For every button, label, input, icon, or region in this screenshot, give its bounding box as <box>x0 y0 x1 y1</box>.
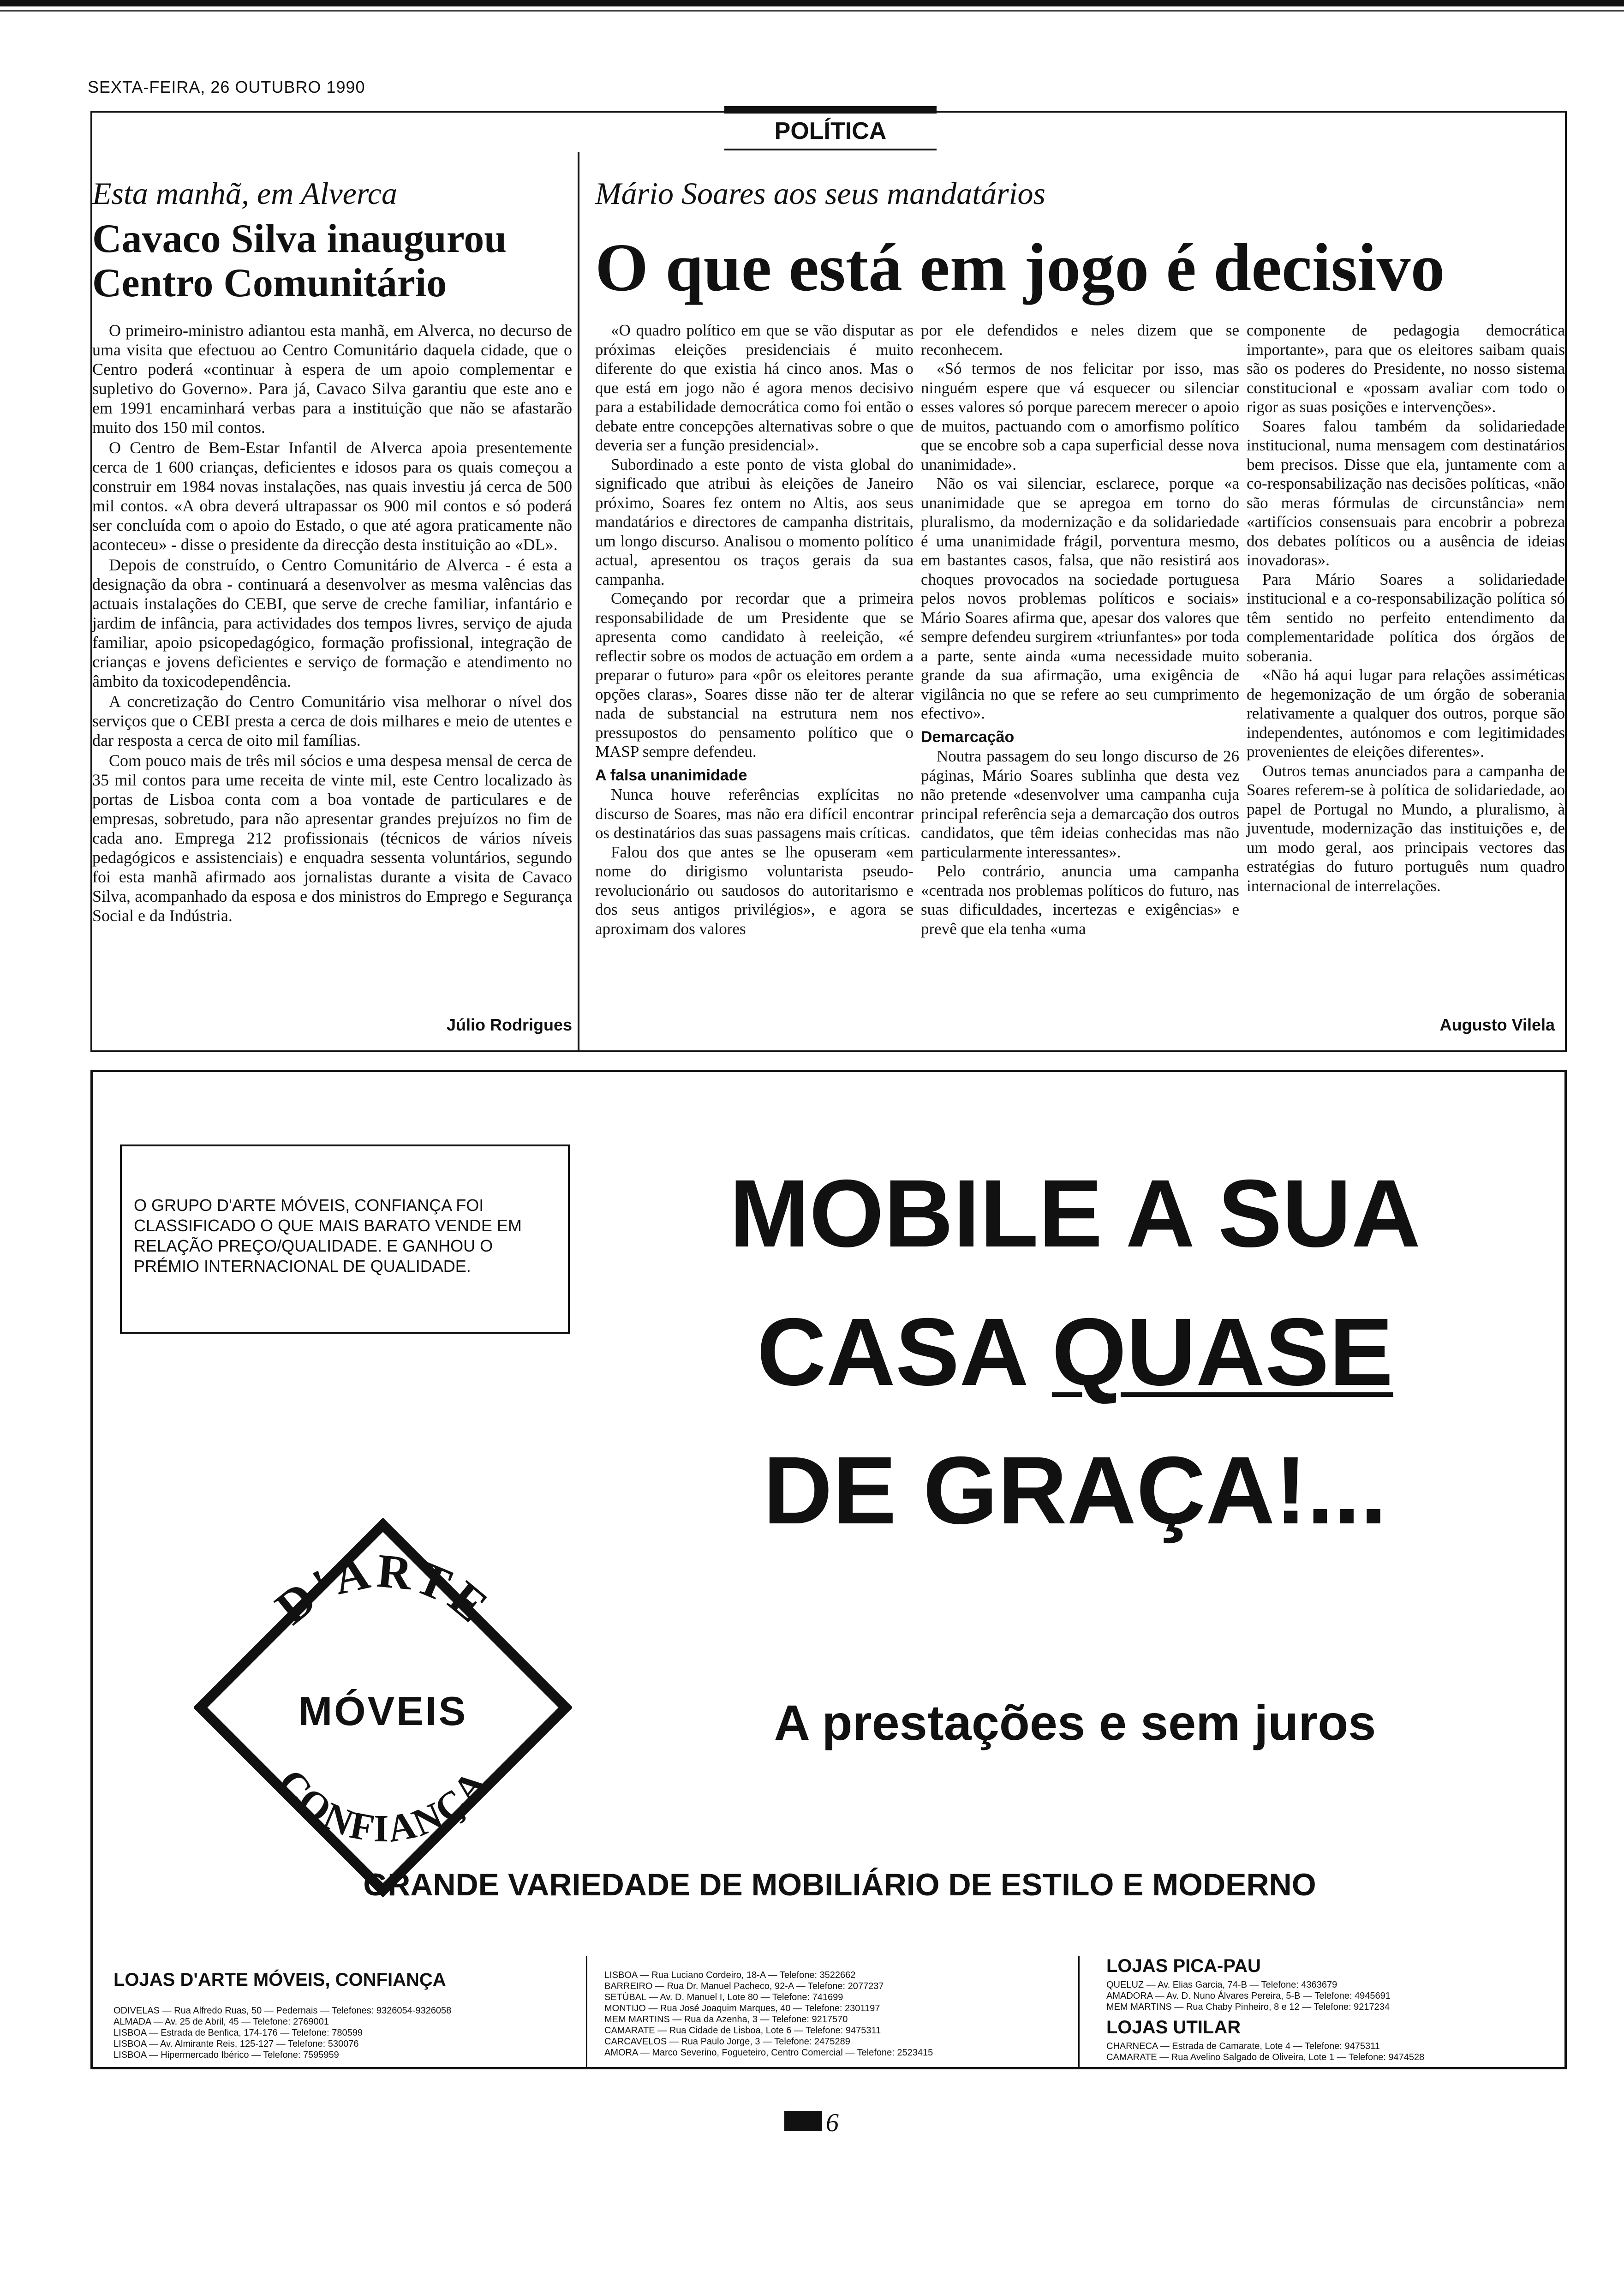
logo-middle-text: MÓVEIS <box>298 1688 468 1734</box>
paragraph: Para Mário Soares a solidariedade institucional e a co-responsabilização política só têm sentido no perfeito entendimento da complementaridade política dos órgãos de soberania. <box>1247 570 1565 665</box>
stores-darte-moveis <box>113 1970 547 2061</box>
paragraph: Noutra passagem do seu longo discurso de 26 páginas, Mário Soares sublinha que desta vez não pretende «desenvolver uma campanha cuja principal referência seja a demarcação dos outros candidatos, que têm ideias conhecidas mas não particularmente interessantes». <box>921 747 1239 861</box>
paragraph: O Centro de Bem-Estar Infantil de Alverca apoia presentemente cerca de 1 600 crianças, deficientes e idosos para os quais começou a construir em 1984 novas instalações, nas quais investiu já cerca de 500 mil contos. «A obra deverá ultrapassar os 900 mil contos e só poderá ser concluída com o apoio do Estado, o que até agora praticamente não aconteceu» - disse o presidente da direcção desta instituição ao «DL». <box>92 438 572 554</box>
paragraph: Não os vai silenciar, esclarece, porque «a unanimidade que se apregoa em torno do pluralismo, da modernização e da solidariedade é uma unanimidade frágil, porventura mesmo, em bastantes casos, falsa, que não resistirá aos choques provocados na sociedade portuguesa pelos novos problemas políticos e sociais» Mário Soares afirma que, apesar dos valores que sempre defendeu surgirem «triunfantes» por toda a parte, sente ainda «uma necessidade muito grande da sua afirmação, uma exigência de vigilância no que se refere ao seu cumprimento efectivo». <box>921 474 1239 722</box>
store-address: CAMARATE — Rua Avelino Salgado de Oliveira, Lote 1 — Telefone: 9474528 <box>1106 2052 1425 2062</box>
paragraph: «Só termos de nos felicitar por isso, mas ninguém espere que vá esquecer ou silenciar esses valores só porque parecem merecer o apoio de muitos, pactuando com o amorfismo político que se encobre sob a capa superficial desse nova unanimidade». <box>921 360 1239 473</box>
paragraph: A concretização do Centro Comunitário visa melhorar o nível dos serviços que o CEBI presta a cerca de dois milhares e meio de utentes e dar resposta a cerca de oito mil famílias. <box>92 692 572 749</box>
store-address: CARCAVELOS — Rua Paulo Jorge, 3 — Telefone: 2475289 <box>604 2037 850 2047</box>
dateline: SEXTA-FEIRA, 26 OUTUBRO 1990 <box>88 78 365 96</box>
subheading: Demarcação <box>921 728 1015 746</box>
store-list <box>1106 1979 1549 2013</box>
store-address: CAMARATE — Rua Cidade de Lisboa, Lote 6 — Telefone: 9475311 <box>604 2025 881 2036</box>
ad-headline <box>637 1144 1513 1560</box>
paragraph: Falou dos que antes se lhe opuseram «em nome do dirigismo voluntarista pseudo-revolucionário ou saudosos do autoritarismo e dos seus antigos privilégios», e agora se aproximam dos valores <box>595 843 914 938</box>
stores-title: LOJAS UTILAR <box>1106 2017 1241 2037</box>
page-number: 6 <box>826 2109 839 2137</box>
left-article-byline: Júlio Rodrigues <box>446 1015 572 1034</box>
paragraph: componente de pedagogia democrática importante», para que os eleitores saibam quais são os poderes do Presidente, no nosso sistema constitucional e «possam avaliar com todo o rigor as suas posições e intervenções». <box>1247 321 1565 416</box>
award-text: O GRUPO D'ARTE MÓVEIS, CONFIANÇA FOI CLASSIFICADO O QUE MAIS BARATO VENDE EM RELAÇÃO PREÇO/QUALIDADE. E GANHOU O PRÉMIO INTERNACIONAL DE QUALIDADE. <box>134 1196 522 1276</box>
store-address: MEM MARTINS — Rua da Azenha, 3 — Telefone: 9217570 <box>604 2014 848 2025</box>
store-list <box>113 2005 547 2061</box>
subheading: A falsa unanimidade <box>595 766 747 784</box>
right-article-column-1 <box>595 321 914 938</box>
logo-top-text: D'ARTE <box>265 1544 501 1635</box>
stores-middle-list <box>604 1970 1066 2058</box>
paragraph: Pelo contrário, anuncia uma campanha «centrada nos problemas políticos do futuro, nas suas dificuldades, incertezas e exigências» e prevê que ela tenha «uma <box>921 862 1239 938</box>
right-article-byline: Augusto Vilela <box>1439 1015 1555 1034</box>
store-address: CHARNECA — Estrada de Camarate, Lote 4 — Telefone: 9475311 <box>1106 2041 1380 2051</box>
store-address: LISBOA — Estrada de Benfica, 174-176 — Telefone: 780599 <box>113 2028 363 2038</box>
store-address: MEM MARTINS — Rua Chaby Pinheiro, 8 e 12 — Telefone: 9217234 <box>1106 2002 1390 2012</box>
right-article-column-2 <box>921 321 1239 938</box>
paragraph: Soares falou também da solidariedade institucional, numa mensagem com destinatários bem precisos. Disse que ela, juntamente com a co-responsabilização nas decisões políticas, «não são meras fórmulas de circunstância» nem «artifícios consensuais para encobrir a pobreza dos debates políticos ou a ausência de ideias inovadoras». <box>1247 417 1565 569</box>
section-label-bar <box>724 106 937 114</box>
ad-headline-line <box>637 1283 1513 1421</box>
top-border-thin-rule <box>0 10 1624 12</box>
paragraph: por ele defendidos e neles dizem que se reconhecem. <box>921 321 1239 359</box>
left-article-body <box>92 321 572 926</box>
right-article-kicker: Mário Soares aos seus mandatários <box>595 176 1045 211</box>
left-article-kicker: Esta manhã, em Alverca <box>92 176 397 211</box>
paragraph: Depois de construído, o Centro Comunitário de Alverca - é esta a designação da obra - continuará a desenvolver as mesma valências das actuais instalações do CEBI, que serve de creche familiar, infantário e jardim de infância, para actividades dos tempos livres, serviço de ajuda familiar, apoio psicopedagógico, formação profissional, integração de crianças e jovens deficientes e serviço de formação e atendimento no âmbito da toxicodependência. <box>92 556 572 690</box>
column-divider <box>578 152 579 1052</box>
darte-moveis-logo <box>194 1518 572 1897</box>
paragraph: «O quadro político em que se vão disputar as próximas eleições presidenciais é muito diferente do que existia há cinco anos. Mas o que está em jogo não é agora menos decisivo para a estabilidade democrática como foi então o debate entre concepções alternativas sobre o que deveria ser a função presidencial». <box>595 321 914 454</box>
section-label-underline <box>724 149 937 150</box>
right-article-column-3 <box>1247 321 1565 895</box>
paragraph: Outros temas anunciados para a campanha de Soares referem-se à política de solidariedade, ao papel de Portugal no Mundo, a pluralismo, à juventude, modernização das instituições e, de um modo geral, aos principais vectores das estratégias do futuro português num quadro internacional de interrelações. <box>1247 761 1565 895</box>
store-address: BARREIRO — Rua Dr. Manuel Pacheco, 92-A — Telefone: 2077237 <box>604 1981 884 1991</box>
paragraph: Nunca houve referências explícitas no discurso de Soares, mas não era difícil encontrar os destinatários das suas passagens mais críticas. <box>595 785 914 842</box>
stores-right <box>1106 1956 1549 2067</box>
store-address: AMORA — Marco Severino, Fogueteiro, Centro Comercial — Telefone: 2523415 <box>604 2048 933 2058</box>
top-border-rule <box>0 0 1624 6</box>
logo-bottom-text: CONFIANÇA <box>269 1761 497 1851</box>
ad-headline-underlined-word: QUASE <box>1051 1299 1393 1406</box>
paragraph: O primeiro-ministro adiantou esta manhã, em Alverca, no decurso de uma visita que efectuou ao Centro Comunitário daquela cidade, que o Centro poderá «continuar à espera de um apoio complementar e supletivo do Governo». Para já, Cavaco Silva garantiu que este ano e em 1991 encaminhará verbas para a instituição que não se afastarão muito dos 150 mil contos. <box>92 321 572 437</box>
store-address: MONTIJO — Rua José Joaquim Marques, 40 — Telefone: 2301197 <box>604 2003 880 2013</box>
stores-title: LOJAS PICA-PAU <box>1106 1956 1261 1976</box>
section-label: POLÍTICA <box>774 118 887 144</box>
store-address: LISBOA — Hipermercado Ibérico — Telefone: 7595959 <box>113 2050 339 2060</box>
ad-tagline: GRANDE VARIEDADE DE MOBILIÁRIO DE ESTILO E MODERNO <box>363 1867 1316 1902</box>
paragraph: Começando por recordar que a primeira responsabilidade de um Presidente que se apresenta como candidato à reeleição, «é reflectir sobre os modos de actuação em ordem a preparar o futuro» para «pôr os eleitores perante opções claras», Soares disse não ter de alterar nada de substancial na estrutura nem nos pressupostos do pensamento político que o MASP sempre defendeu. <box>595 589 914 761</box>
ad-headline-line: DE GRAÇA!... <box>763 1437 1387 1544</box>
store-address: ODIVELAS — Rua Alfredo Ruas, 50 — Pedernais — Telefones: 9326054-9326058 <box>113 2006 452 2016</box>
ad-headline-word: CASA <box>757 1299 1052 1406</box>
right-article-headline: O que está em jogo é decisivo <box>595 230 1445 306</box>
ad-headline-line: MOBILE A SUA <box>729 1160 1421 1267</box>
store-address: ALMADA — Av. 25 de Abril, 45 — Telefone: 2769001 <box>113 2017 329 2027</box>
store-address: LISBOA — Av. Almirante Reis, 125-127 — Telefone: 530076 <box>113 2039 359 2049</box>
store-address: AMADORA — Av. D. Nuno Álvares Pereira, 5-B — Telefone: 4945691 <box>1106 1991 1391 2001</box>
store-address: QUELUZ — Av. Elias Garcia, 74-B — Telefone: 4363679 <box>1106 1980 1337 1990</box>
stores-title: LOJAS D'ARTE MÓVEIS, CONFIANÇA <box>113 1970 446 1990</box>
paragraph: «Não há aqui lugar para relações assiméticas de hegemonização de um órgão de soberania relativamente a qualquer dos outros, porque são independentes, autónomos e com legitimidades provenientes de eleições diferentes». <box>1247 666 1565 761</box>
newspaper-logo-icon <box>784 2111 822 2131</box>
left-article-headline: Cavaco Silva inaugurou Centro Comunitário <box>92 216 507 306</box>
paragraph: Com pouco mais de três mil sócios e uma despesa mensal de cerca de 35 mil contos para ume receita de vinte mil, este Centro localizado às portas de Lisboa conta com a boa vontade de particulares e de empresas, sobretudo, para não apresentar grandes prejuízos no fim de cada ano. Emprega 212 profissionais (técnicos de vários níveis pedagógicos e assistenciais) e enquadra sessenta voluntários, segundo foi esta manhã afirmado aos jornalistas durante a visita de Cavaco Silva, acompanhado da esposa e dos ministros do Emprego e Segurança Social e da Indústria. <box>92 751 572 925</box>
store-address: LISBOA — Rua Luciano Cordeiro, 18-A — Telefone: 3522662 <box>604 1970 856 1980</box>
store-address: SETÚBAL — Av. D. Manuel I, Lote 80 — Telefone: 741699 <box>604 1992 843 2002</box>
paragraph: Subordinado a este ponto de vista global do significado que atribui às eleições de Janeiro próximo, Soares fez ontem no Altis, aos seus mandatários e directores de campanha distritais, um longo discurso. Analisou o momento político actual, apresentou os traços gerais da sua campanha. <box>595 455 914 588</box>
store-list <box>1106 2041 1549 2063</box>
ad-subline: A prestações e sem juros <box>774 1695 1376 1750</box>
